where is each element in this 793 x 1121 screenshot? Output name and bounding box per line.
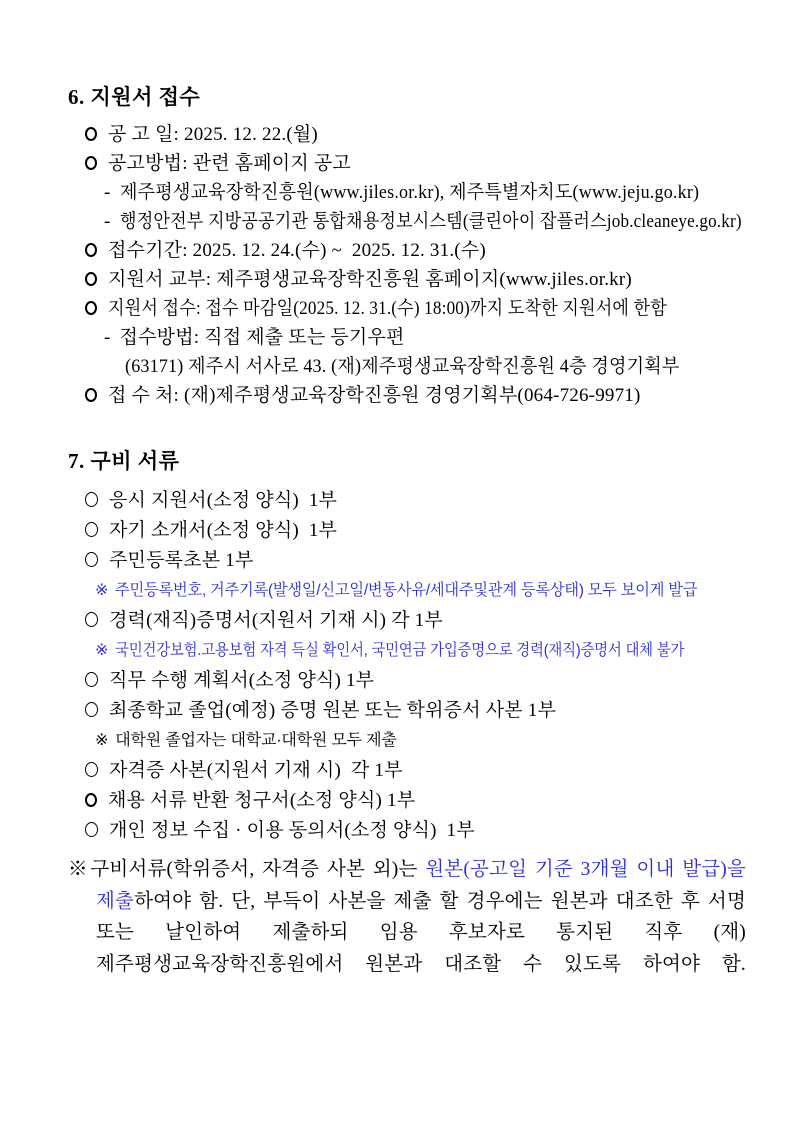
list-item [68,265,746,294]
list-item [68,486,746,516]
circle-bullet-icon [85,672,98,687]
list-item [68,606,746,636]
list-item [68,696,746,726]
circle-bullet-icon [85,127,97,141]
list-item-text: 주민등록초본 1부 [109,550,254,571]
list-subitem-address [68,352,746,381]
note-text: 국민건강보험.고용보험 자격 득실 확인서, 국민연금 가입증명으로 경력(재직)증명서 대체 불가 [115,642,685,659]
list-item-text: 경력(재직)증명서(지원서 기재 시) 각 1부 [109,610,443,631]
dash-marker: - [104,182,111,203]
section-7-title: 7. 구비 서류 [68,449,180,473]
footnote-text-black: 하여야 함. 단, 부득이 사본을 제출 할 경우에는 원본과 대조한 후 서명 또는 날인하여 제출하되 임용 후보자로 통지된 직후 (재)제주평생교육장학진흥원에서 원본과 대조할 수 있도록 하여야 함. [96,890,746,975]
note-graduate-school [68,726,746,756]
list-item-text: 공 고 일: 2025. 12. 22.(월) [108,124,318,145]
list-subitem [68,207,746,236]
circle-bullet-icon [85,612,98,627]
note-marker: ※ [95,642,109,659]
circle-bullet-icon [85,156,97,170]
list-item-text: 접수방법: 직접 제출 또는 등기우편 [119,327,405,348]
list-item [68,516,746,546]
footnote-original-documents [68,854,746,980]
list-item-text: 제주평생교육장학진흥원(www.jiles.or.kr), 제주특별자치도(www.jeju.go.kr) [119,182,699,203]
list-item-text: 지원서 접수: 접수 마감일(2025. 12. 31.(수) 18:00)까지 도착한 지원서에 한함 [108,298,667,319]
circle-bullet-icon [85,388,97,402]
list-item [68,381,746,410]
circle-bullet-icon [85,793,97,807]
list-item [68,294,746,323]
circle-bullet-icon [85,762,98,777]
list-item-text: 접수기간: 2025. 12. 24.(수) ~ 2025. 12. 31.(수) [108,240,486,261]
circle-bullet-icon [85,492,98,507]
note-resident-registration [68,576,746,606]
section-application-submission [68,84,746,410]
list-item-text: 접 수 처: (재)제주평생교육장학진흥원 경영기획부(064-726-9971) [108,385,641,406]
list-subitem [68,323,746,352]
list-item-text: 개인 정보 수집 · 이용 동의서(소정 양식) 1부 [109,820,475,841]
section-6-title: 6. 지원서 접수 [68,85,201,109]
note-text: 주민등록번호, 거주기록(발생일/신고일/변동사유/세대주및관계 등록상태) 모두 보이게 발급 [115,582,698,599]
list-item [68,666,746,696]
circle-bullet-icon [85,272,97,286]
dash-marker: - [104,211,111,232]
list-item [68,816,746,846]
circle-bullet-icon [85,822,98,837]
circle-bullet-icon [85,243,97,257]
circle-bullet-icon [85,552,98,567]
list-item-text: 최종학교 졸업(예정) 증명 원본 또는 학위증서 사본 1부 [109,700,557,721]
note-marker: ※ [95,582,109,599]
list-item [68,546,746,576]
list-item [68,756,746,786]
page-content [68,84,746,980]
list-item [68,236,746,265]
note-marker: ※ [95,732,109,749]
note-text: 대학원 졸업자는 대학교·대학원 모두 제출 [115,732,397,749]
list-item-text: 채용 서류 반환 청구서(소정 양식) 1부 [108,790,416,811]
circle-bullet-icon [85,301,97,315]
list-item-text: 응시 지원서(소정 양식) 1부 [109,490,338,511]
section-required-documents [68,448,746,980]
circle-bullet-icon [85,702,98,717]
list-item-text: 자기 소개서(소정 양식) 1부 [109,520,338,541]
list-item-text: 직무 수행 계획서(소정 양식) 1부 [109,670,375,691]
list-item [68,149,746,178]
note-insurance-certificate [68,636,746,666]
circle-bullet-icon [85,522,98,537]
list-subitem [68,178,746,207]
list-item-text: 지원서 교부: 제주평생교육장학진흥원 홈페이지(www.jiles.or.kr) [108,269,632,290]
note-marker: ※ [68,859,91,880]
list-item-text: 자격증 사본(지원서 기재 시) 각 1부 [109,760,403,781]
list-item [68,120,746,149]
list-item-text: (63171) 제주시 서사로 43. (재)제주평생교육장학진흥원 4층 경영기획부 [125,356,680,377]
list-item-text: 행정안전부 지방공공기관 통합채용정보시스템(클린아이 잡플러스job.cleaneye.go.kr) [119,211,742,232]
footnote-text-black: 구비서류(학위증서, 자격증 사본 외)는 [90,859,426,880]
dash-marker: - [104,327,111,348]
list-item-text: 공고방법: 관련 홈페이지 공고 [108,153,351,174]
list-item [68,786,746,816]
footnote-text-blue: 원본(공고일 기준 3개월 이내 발급)을 제출 [96,859,747,912]
